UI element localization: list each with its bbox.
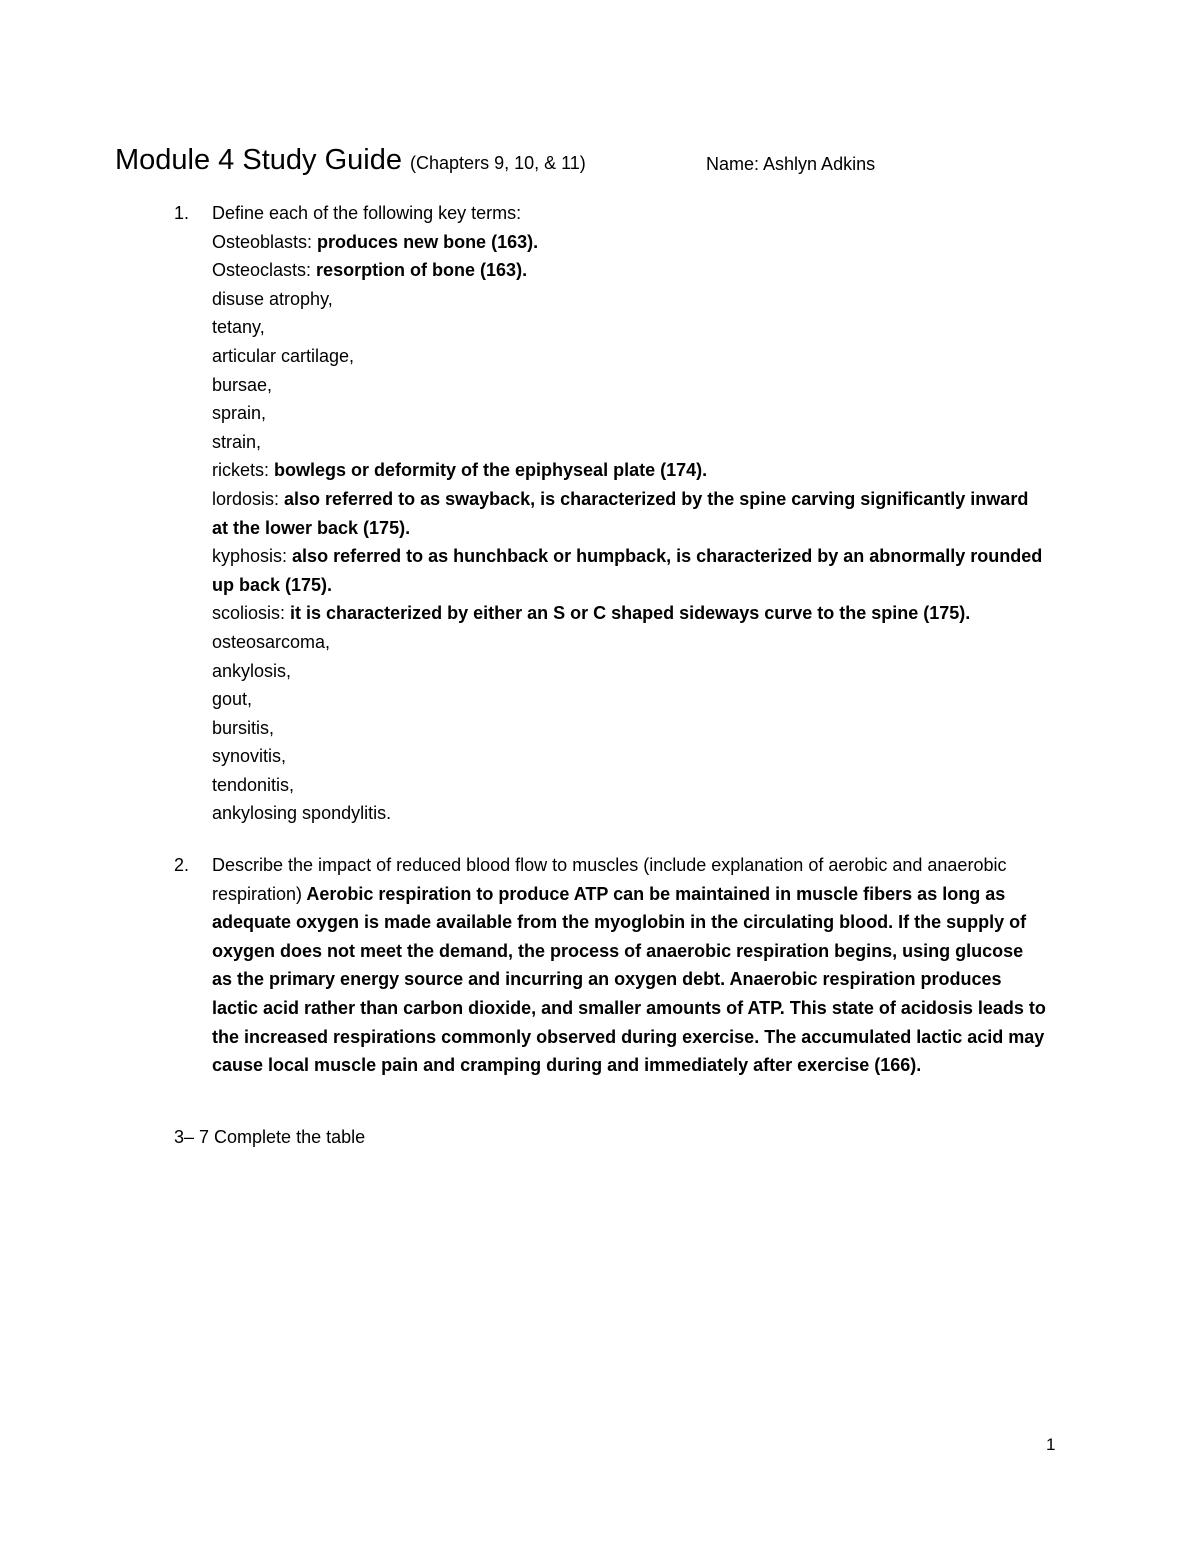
key-term-entry <box>212 399 1047 428</box>
key-term-definition: resorption of bone (163). <box>311 260 528 281</box>
question-1 <box>212 199 1047 828</box>
key-term-definition: also referred to as swayback, is characterized by the spine carving significantly inward at the lower back (175). <box>212 488 1029 538</box>
question-2-prompt: Describe the impact of reduced blood flow to muscles (include explanation of aerobic and anaerobic respiration) <box>212 855 1007 904</box>
key-term: disuse atrophy, <box>212 288 333 309</box>
key-term: scoliosis: <box>212 603 286 624</box>
key-term-entry <box>212 485 1047 542</box>
key-term: synovitis, <box>212 746 287 767</box>
key-term: bursae, <box>212 374 273 395</box>
key-term-entry <box>212 285 1047 314</box>
key-term-definition: it is characterized by either an S or C shaped sideways curve to the spine (175). <box>285 603 971 624</box>
title-text: Module 4 Study Guide <box>115 144 402 176</box>
question-1-prompt: Define each of the following key terms: <box>212 203 522 223</box>
key-term-entry <box>212 542 1047 599</box>
key-term: articular cartilage, <box>212 345 355 366</box>
key-term-entry <box>212 685 1047 714</box>
question-3-7-instruction: 3– 7 Complete the table <box>174 1127 366 1147</box>
document-header <box>115 142 1075 182</box>
key-term: Osteoclasts: <box>212 260 312 281</box>
key-term: bursitis, <box>212 717 275 738</box>
key-term: tendonitis, <box>212 774 295 795</box>
key-term-entry <box>212 371 1047 400</box>
key-term-entry <box>212 456 1047 485</box>
key-term: rickets: <box>212 460 270 481</box>
key-term-definition: also referred to as hunchback or humpback, is characterized by an abnormally rounded up back (175). <box>212 546 1043 595</box>
page-number: 1 <box>1046 1435 1056 1454</box>
key-term-entry <box>212 313 1047 342</box>
key-term-definition: produces new bone (163). <box>312 231 539 252</box>
key-term-entry <box>212 256 1047 285</box>
key-term: sprain, <box>212 403 267 424</box>
key-term-definition: bowlegs or deformity of the epiphyseal plate (174). <box>269 460 708 481</box>
page-title <box>115 142 586 181</box>
key-term: lordosis: <box>212 488 280 509</box>
key-term: osteosarcoma, <box>212 631 331 652</box>
key-term: gout, <box>212 689 253 710</box>
key-term: tetany, <box>212 317 265 338</box>
key-term: ankylosing spondylitis. <box>212 803 392 824</box>
key-term-entry <box>212 428 1047 457</box>
key-term-entry <box>212 599 1047 628</box>
question-2 <box>212 851 1047 1080</box>
key-term: strain, <box>212 431 262 452</box>
question-2-answer: Aerobic respiration to produce ATP can be maintained in muscle fibers as long as adequate oxygen is made available from the myoglobin in the circulating blood. If the supply of oxygen does not meet the demand, the process of anaerobic respiration begins, using glucose as the primary energy source and incurring an oxygen debt. Anaerobic respiration produces lactic acid rather than carbon dioxide, and smaller amounts of ATP. This state of acidosis leads to the increased respirations commonly observed during exercise. The accumulated lactic acid may cause local muscle pain and cramping during and immediately after exercise (166). <box>212 883 1046 1076</box>
question-2-number: 2. <box>174 855 190 875</box>
key-term-entry <box>212 742 1047 771</box>
question-1-number: 1. <box>174 203 190 223</box>
key-term: ankylosis, <box>212 660 292 681</box>
key-term-entry <box>212 657 1047 686</box>
key-term: Osteoblasts: <box>212 231 313 252</box>
key-term: kyphosis: <box>212 546 288 567</box>
key-term-entry <box>212 799 1047 828</box>
question-2-text <box>212 851 1047 1080</box>
key-term-entry <box>212 771 1047 800</box>
student-name: Name: Ashlyn Adkins <box>706 154 876 174</box>
title-chapters: (Chapters 9, 10, & 11) <box>410 153 586 173</box>
key-term-entry <box>212 628 1047 657</box>
key-term-entry <box>212 714 1047 743</box>
key-term-entry <box>212 342 1047 371</box>
key-term-entry <box>212 228 1047 257</box>
